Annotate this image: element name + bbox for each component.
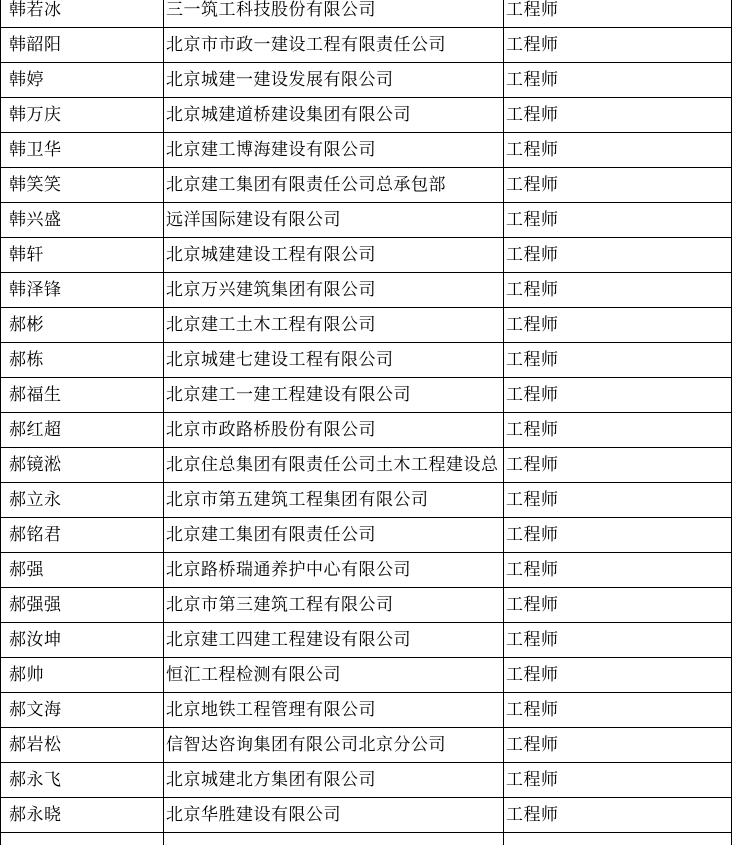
name-cell: 郝永飞: [1, 763, 164, 798]
title-cell: 工程师: [504, 0, 732, 28]
name-cell: 郝永晓: [1, 798, 164, 833]
table-row: [1, 623, 732, 658]
company-cell: 北京市第五建筑工程集团有限公司: [164, 483, 504, 518]
table-row: [1, 728, 732, 763]
company-cell: 北京建工四建工程建设有限公司: [164, 623, 504, 658]
name-cell: 韩万庆: [1, 98, 164, 133]
title-cell: 工程师: [504, 413, 732, 448]
company-cell: 北京建工集团有限责任公司总承包部: [164, 168, 504, 203]
name-cell: 郝栋: [1, 343, 164, 378]
title-cell: 工程师: [504, 588, 732, 623]
table-row: [1, 133, 732, 168]
table-row: [1, 448, 732, 483]
name-cell: 韩笑笑: [1, 168, 164, 203]
title-cell: 工程师: [504, 693, 732, 728]
name-cell: 郝文海: [1, 693, 164, 728]
table-row: [1, 203, 732, 238]
title-cell: 工程师: [504, 378, 732, 413]
table-row-partial: [1, 833, 732, 846]
empty-cell: [1, 833, 164, 846]
company-cell: 北京城建七建设工程有限公司: [164, 343, 504, 378]
table-row: [1, 0, 732, 28]
company-cell: 北京建工土木工程有限公司: [164, 308, 504, 343]
company-cell: 北京地铁工程管理有限公司: [164, 693, 504, 728]
table-row: [1, 28, 732, 63]
name-cell: 郝强强: [1, 588, 164, 623]
company-cell: 北京市政路桥股份有限公司: [164, 413, 504, 448]
title-cell: 工程师: [504, 133, 732, 168]
table-row: [1, 378, 732, 413]
title-cell: 工程师: [504, 763, 732, 798]
table-row: [1, 168, 732, 203]
title-cell: 工程师: [504, 238, 732, 273]
name-cell: 郝立永: [1, 483, 164, 518]
company-cell: 北京城建北方集团有限公司: [164, 763, 504, 798]
company-cell: 北京路桥瑞通养护中心有限公司: [164, 553, 504, 588]
name-cell: 郝汝坤: [1, 623, 164, 658]
title-cell: 工程师: [504, 658, 732, 693]
table-row: [1, 518, 732, 553]
table-row: [1, 798, 732, 833]
table-row: [1, 413, 732, 448]
company-cell: 北京住总集团有限责任公司土木工程建设总: [164, 448, 504, 483]
company-cell: 北京华胜建设有限公司: [164, 798, 504, 833]
company-cell: 北京城建道桥建设集团有限公司: [164, 98, 504, 133]
table-row: [1, 588, 732, 623]
name-cell: 郝彬: [1, 308, 164, 343]
title-cell: 工程师: [504, 448, 732, 483]
table-row: [1, 63, 732, 98]
name-cell: 韩若冰: [1, 0, 164, 28]
company-cell: 三一筑工科技股份有限公司: [164, 0, 504, 28]
company-cell: 北京建工集团有限责任公司: [164, 518, 504, 553]
company-cell: 恒汇工程检测有限公司: [164, 658, 504, 693]
company-cell: 远洋国际建设有限公司: [164, 203, 504, 238]
title-cell: 工程师: [504, 798, 732, 833]
title-cell: 工程师: [504, 343, 732, 378]
table-row: [1, 308, 732, 343]
title-cell: 工程师: [504, 483, 732, 518]
name-cell: 韩婷: [1, 63, 164, 98]
title-cell: 工程师: [504, 63, 732, 98]
title-cell: 工程师: [504, 28, 732, 63]
empty-cell: [164, 833, 504, 846]
title-cell: 工程师: [504, 728, 732, 763]
company-cell: 北京万兴建筑集团有限公司: [164, 273, 504, 308]
table-row: [1, 238, 732, 273]
title-cell: 工程师: [504, 518, 732, 553]
company-cell: 信智达咨询集团有限公司北京分公司: [164, 728, 504, 763]
company-cell: 北京建工一建工程建设有限公司: [164, 378, 504, 413]
name-cell: 韩韶阳: [1, 28, 164, 63]
title-cell: 工程师: [504, 553, 732, 588]
name-cell: 郝铭君: [1, 518, 164, 553]
name-cell: 郝岩松: [1, 728, 164, 763]
company-cell: 北京城建一建设发展有限公司: [164, 63, 504, 98]
name-cell: 郝福生: [1, 378, 164, 413]
table-body: [1, 0, 732, 845]
table-row: [1, 98, 732, 133]
table-row: [1, 273, 732, 308]
title-cell: 工程师: [504, 308, 732, 343]
name-cell: 郝红超: [1, 413, 164, 448]
table-row: [1, 763, 732, 798]
company-cell: 北京市第三建筑工程有限公司: [164, 588, 504, 623]
title-cell: 工程师: [504, 273, 732, 308]
name-cell: 郝强: [1, 553, 164, 588]
name-cell: 韩兴盛: [1, 203, 164, 238]
table-row: [1, 343, 732, 378]
name-cell: 韩轩: [1, 238, 164, 273]
title-cell: 工程师: [504, 98, 732, 133]
table-row: [1, 693, 732, 728]
name-cell: 郝帅: [1, 658, 164, 693]
company-cell: 北京建工博海建设有限公司: [164, 133, 504, 168]
company-cell: 北京市市政一建设工程有限责任公司: [164, 28, 504, 63]
table-row: [1, 553, 732, 588]
title-cell: 工程师: [504, 203, 732, 238]
table-row: [1, 483, 732, 518]
name-cell: 韩卫华: [1, 133, 164, 168]
name-cell: 韩泽锋: [1, 273, 164, 308]
title-cell: 工程师: [504, 623, 732, 658]
company-cell: 北京城建建设工程有限公司: [164, 238, 504, 273]
table-row: [1, 658, 732, 693]
empty-cell: [504, 833, 732, 846]
title-cell: 工程师: [504, 168, 732, 203]
name-cell: 郝镜淞: [1, 448, 164, 483]
